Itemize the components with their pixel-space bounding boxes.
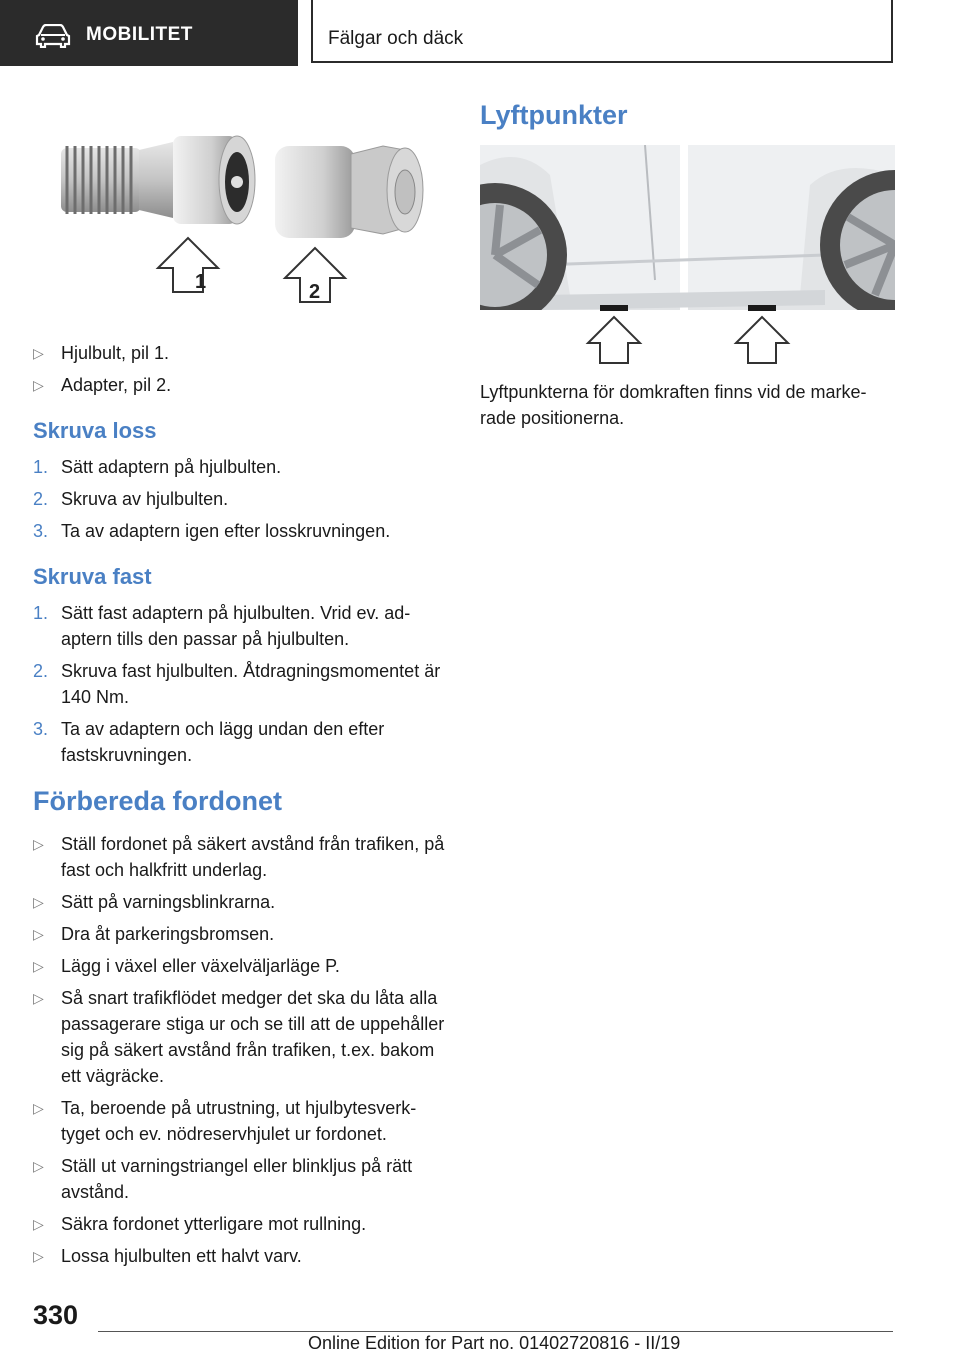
page-header (0, 0, 960, 66)
list-item: ▷ Ta, beroende på utrustning, ut hjulbytesverk-tyget och ev. nödreservhjulet ur fordonet. (33, 1095, 453, 1147)
list-item: 3. Ta av adaptern igen efter losskruvningen. (33, 521, 391, 541)
chapter-box (311, 0, 893, 63)
bullet-triangle-icon: ▷ (33, 345, 44, 361)
prepare-list (33, 831, 453, 1269)
list-item: ▷ Säkra fordonet ytterligare mot rullning. (33, 1211, 453, 1237)
figure-legend-list (33, 340, 453, 398)
page-number: 330 (33, 1300, 79, 1330)
right-column (480, 100, 895, 431)
list-item: ▷ Ställ fordonet på säkert avstånd från trafiken, på fast och halkfritt underlag. (33, 831, 453, 883)
list-item: 2. Skruva av hjulbulten. (33, 489, 229, 509)
bolt-adapter-figure (33, 120, 433, 310)
car-icon (34, 24, 72, 48)
list-item: 2. Skruva fast hjulbulten. Åtdragningsmomentet är 140 Nm. (33, 661, 441, 707)
list-item: ▷ Lägg i växel eller växelväljarläge P. (33, 953, 453, 979)
arrow-2 (285, 248, 345, 303)
bullet-triangle-icon: ▷ (33, 836, 44, 852)
bullet-triangle-icon: ▷ (33, 1158, 44, 1174)
figure-label-1: 1 (195, 271, 207, 293)
list-item: 3. Ta av adaptern och lägg undan den efter fastskruvningen. (33, 719, 385, 765)
list-item: ▷ Adapter, pil 2. (33, 372, 453, 398)
list-item: ▷ Lossa hjulbulten ett halvt varv. (33, 1243, 453, 1269)
section-heading-loosen: Skruva loss (33, 418, 157, 443)
tighten-steps (33, 600, 453, 768)
bullet-triangle-icon: ▷ (33, 894, 44, 910)
list-item: 1. Sätt adaptern på hjulbulten. (33, 457, 282, 477)
lift-points-caption: Lyftpunkterna för domkraften finns vid de marke-rade positionerna. (480, 382, 867, 428)
section-heading-tighten: Skruva fast (33, 564, 152, 589)
lug-adapter (275, 146, 423, 238)
bullet-triangle-icon: ▷ (33, 1216, 44, 1232)
loosen-steps (33, 454, 453, 544)
list-item: ▷ Så snart trafikflödet medger det ska du låta alla passagerare stiga ur och se till att de uppehåller sig på säkert avstånd från trafiken, t.ex. bakom ett vägräcke. (33, 985, 453, 1089)
bullet-triangle-icon: ▷ (33, 958, 44, 974)
left-column (33, 120, 453, 1275)
bullet-triangle-icon: ▷ (33, 990, 44, 1006)
section-heading-prepare: Förbereda fordonet (33, 786, 283, 816)
wheel-bolt (61, 136, 255, 224)
arrow-1 (158, 238, 218, 293)
section-heading-lift-points: Lyftpunkter (480, 100, 628, 130)
footer-edition: Online Edition for Part no. 01402720816 - II/19 (308, 1333, 681, 1353)
figure-label-2: 2 (309, 281, 321, 303)
list-item: ▷ Hjulbult, pil 1. (33, 340, 453, 366)
bullet-triangle-icon: ▷ (33, 1100, 44, 1116)
section-label: MOBILITET (86, 24, 193, 45)
chapter-title: Fälgar och däck (328, 28, 464, 49)
car-side-photo (480, 145, 895, 327)
bullet-triangle-icon: ▷ (33, 1248, 44, 1264)
footer-divider (98, 1331, 893, 1332)
lift-points-figure (480, 145, 895, 365)
bullet-triangle-icon: ▷ (33, 377, 44, 393)
list-item: 1. Sätt fast adaptern på hjulbulten. Vrid ev. ad-aptern tills den passar på hjulbulten. (33, 603, 411, 649)
section-tab (0, 0, 298, 66)
list-item: ▷ Ställ ut varningstriangel eller blinkljus på rätt avstånd. (33, 1153, 453, 1205)
bullet-triangle-icon: ▷ (33, 926, 44, 942)
list-item: ▷ Dra åt parkeringsbromsen. (33, 921, 453, 947)
list-item: ▷ Sätt på varningsblinkrarna. (33, 889, 453, 915)
